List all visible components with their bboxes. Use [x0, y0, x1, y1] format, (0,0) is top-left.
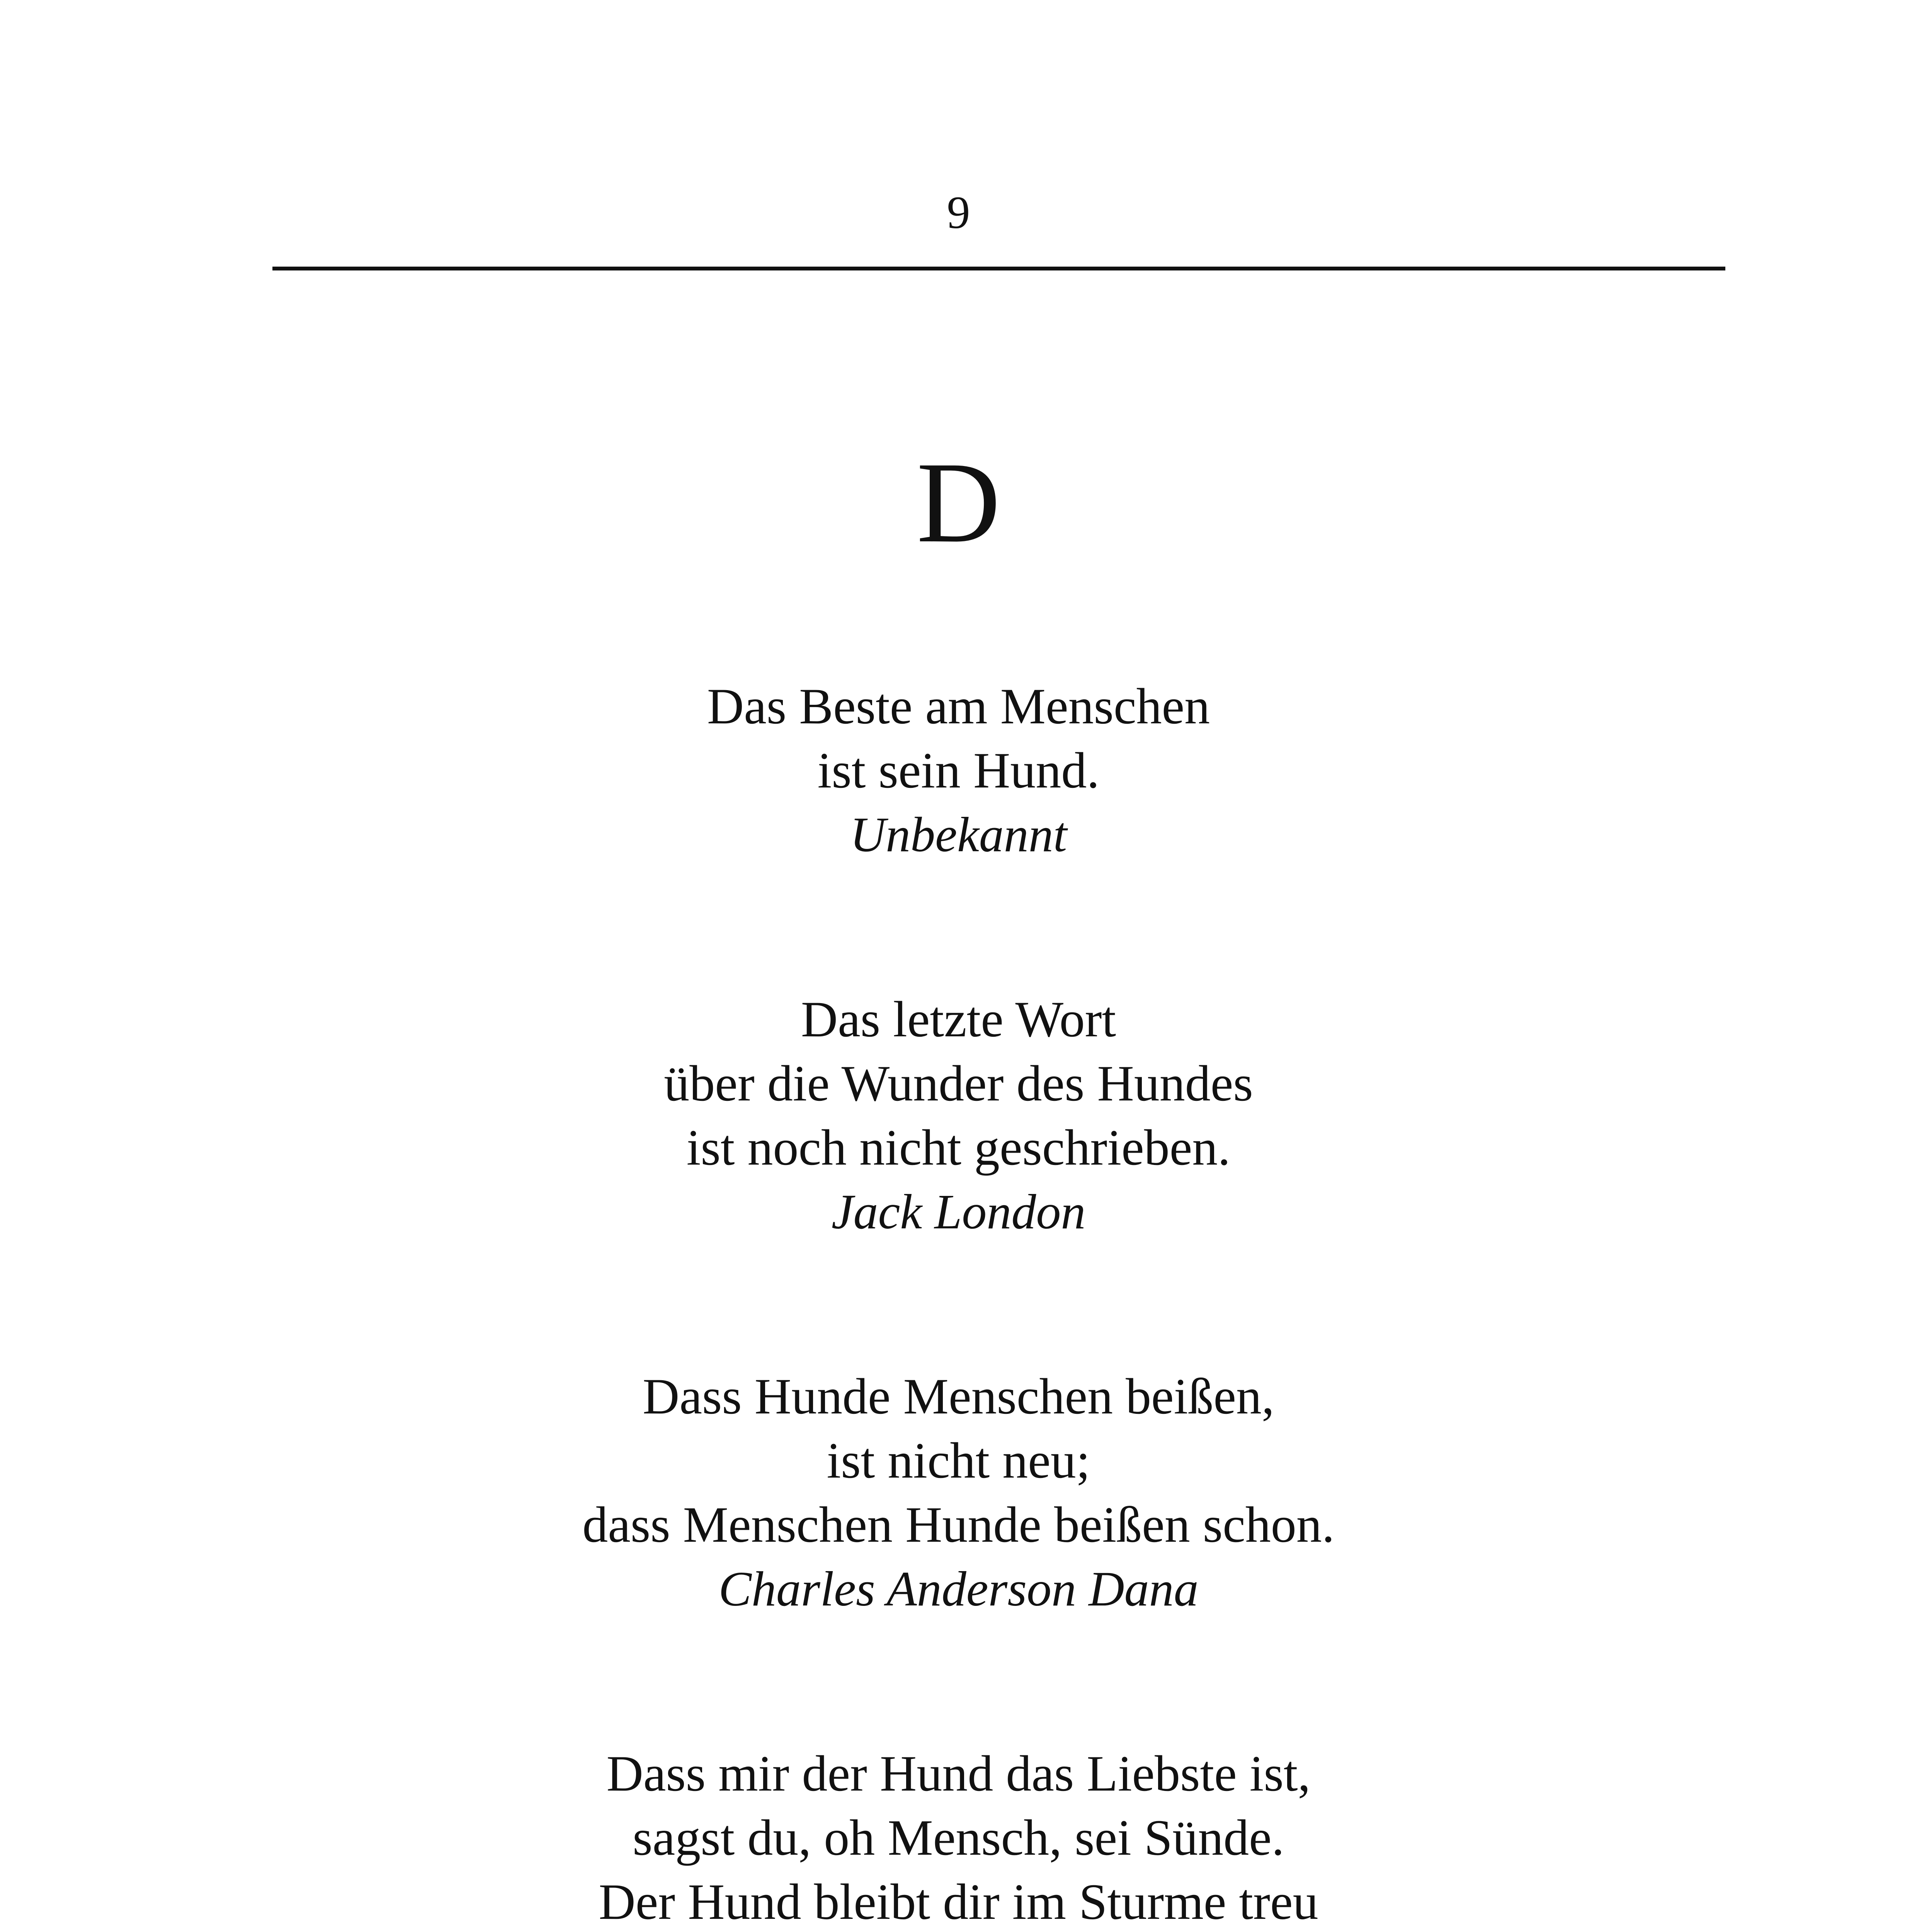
quote-line: Das letzte Wort	[801, 991, 1116, 1048]
quote-item	[0, 674, 1917, 867]
quote-list	[0, 674, 1917, 1932]
quote-line: ist nicht neu;	[827, 1432, 1090, 1489]
quote-author: Unbekannt	[850, 807, 1067, 862]
quote-line: Dass Hunde Menschen beißen,	[643, 1368, 1274, 1425]
quote-line: ist noch nicht geschrieben.	[686, 1119, 1231, 1176]
quote-author: Charles Anderson Dana	[718, 1561, 1199, 1616]
quote-line: Der Hund bleibt dir im Sturme treu	[599, 1873, 1318, 1930]
quote-line: ist sein Hund.	[817, 742, 1100, 799]
quote-item	[0, 987, 1917, 1244]
header-divider	[272, 267, 1725, 270]
quote-line: über die Wunder des Hundes	[664, 1055, 1253, 1112]
quote-line: Dass mir der Hund das Liebste ist,	[606, 1745, 1311, 1802]
quote-author: Jack London	[831, 1184, 1086, 1239]
page-number: 9	[947, 187, 970, 238]
quote-item	[0, 1742, 1917, 1932]
section-letter: D	[917, 438, 1000, 566]
quote-line: Das Beste am Menschen	[707, 678, 1210, 735]
quote-line: dass Menschen Hunde beißen schon.	[582, 1496, 1335, 1553]
quote-item	[0, 1364, 1917, 1621]
quote-line: sagst du, oh Mensch, sei Sünde.	[633, 1809, 1284, 1866]
